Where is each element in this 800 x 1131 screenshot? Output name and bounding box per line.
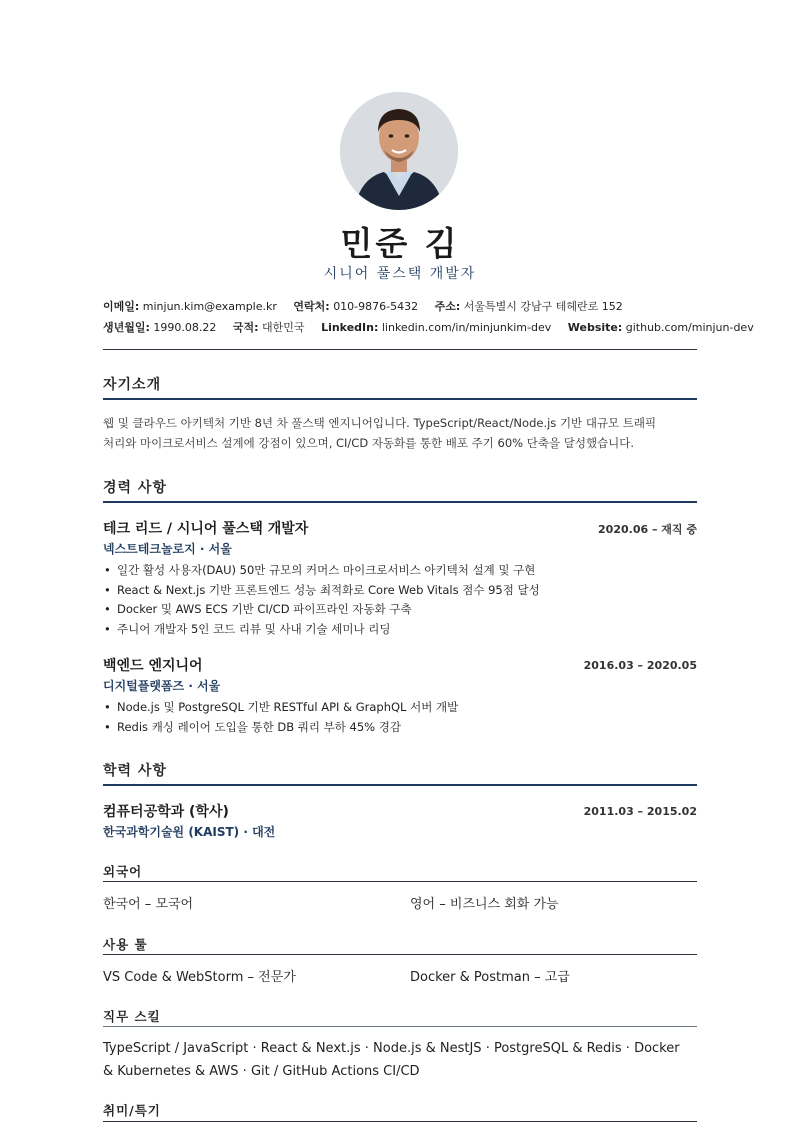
- language-item-english: 영어 – 비즈니스 회화 가능: [410, 897, 559, 912]
- linkedin-label: LinkedIn:: [321, 321, 379, 334]
- phone-label: 연락처:: [293, 300, 330, 313]
- experience-divider: [103, 501, 697, 503]
- contact-row-2: [103, 319, 767, 335]
- contact-row-1: [103, 298, 636, 314]
- school-name: 한국과학기술원 (KAIST) · 대전: [103, 825, 276, 839]
- job-company-2: 디지털플랫폼즈 · 서울: [103, 679, 221, 693]
- phone-info: [293, 300, 418, 313]
- profile-photo: [340, 92, 458, 210]
- nationality-info: [233, 321, 305, 334]
- summary-heading: 자기소개: [103, 377, 162, 393]
- job-date-1: 2020.06 – 재직 중: [598, 523, 697, 536]
- linkedin-info: [321, 321, 551, 334]
- hobbies-divider: [103, 1121, 697, 1122]
- address-value: 서울특별시 강남구 테헤란로 152: [463, 300, 623, 313]
- person-portrait-icon: [340, 92, 458, 210]
- tools-heading: 사용 툴: [103, 937, 148, 952]
- skills-heading: 직무 스킬: [103, 1009, 161, 1024]
- list-item: • Redis 캐싱 레이어 도입을 통한 DB 쿼리 부하 45% 경감: [103, 718, 697, 738]
- list-item: • Docker 및 AWS ECS 기반 CI/CD 파이프라인 자동화 구축: [103, 600, 697, 620]
- skills-line-2: & Kubernetes & AWS · Git / GitHub Actions CI/CD: [103, 1064, 420, 1079]
- birthdate-value: 1990.08.22: [153, 321, 217, 334]
- address-info: [435, 300, 623, 313]
- education-date: 2011.03 – 2015.02: [583, 805, 697, 818]
- tool-item-docker: Docker & Postman – 고급: [410, 970, 570, 985]
- job-title-1: 테크 리드 / 시니어 풀스택 개발자: [103, 521, 309, 537]
- phone-value: 010-9876-5432: [333, 300, 419, 313]
- hobbies-heading: 취미/특기: [103, 1103, 161, 1118]
- website-info: [568, 321, 754, 334]
- language-item-korean: 한국어 – 모국어: [103, 897, 194, 912]
- education-heading: 학력 사항: [103, 763, 167, 779]
- tools-divider: [103, 954, 697, 955]
- email-value: minjun.kim@example.kr: [142, 300, 277, 313]
- job-bullets-1: [103, 561, 697, 639]
- job-bullets-2: [103, 698, 697, 737]
- nationality-value: 대한민국: [262, 321, 305, 334]
- list-item: • 일간 활성 사용자(DAU) 50만 규모의 커머스 마이크로서비스 아키텍처 설계 및 구현: [103, 561, 697, 581]
- website-label: Website:: [567, 321, 623, 334]
- degree-title: 컴퓨터공학과 (학사): [103, 804, 229, 820]
- summary-line-1: 웹 및 클라우드 아키텍처 기반 8년 차 풀스택 엔지니어입니다. TypeScript/React/Node.js 기반 대규모 트래픽: [103, 416, 657, 430]
- experience-heading: 경력 사항: [103, 480, 167, 496]
- languages-heading: 외국어: [103, 864, 143, 879]
- list-item: • Node.js 및 PostgreSQL 기반 RESTful API & GraphQL 서버 개발: [103, 698, 697, 718]
- job-company-1: 넥스트테크놀로지 · 서울: [103, 542, 232, 556]
- birthdate-label: 생년월일:: [103, 321, 150, 334]
- address-label: 주소:: [434, 300, 461, 313]
- summary-divider: [103, 398, 697, 400]
- education-divider: [103, 784, 697, 786]
- job-date-2: 2016.03 – 2020.05: [583, 659, 697, 672]
- birthdate-info: [103, 321, 216, 334]
- tool-item-ide: VS Code & WebStorm – 전문가: [103, 970, 296, 985]
- header-divider: [103, 349, 697, 350]
- linkedin-value: linkedin.com/in/minjunkim-dev: [381, 321, 552, 334]
- skills-divider: [103, 1026, 697, 1027]
- email-info: [103, 300, 277, 313]
- candidate-name: 민준 김: [340, 224, 460, 263]
- list-item: • React & Next.js 기반 프론트엔드 성능 최적화로 Core Web Vitals 점수 95점 달성: [103, 581, 697, 601]
- email-label: 이메일:: [103, 300, 140, 313]
- job-title-2: 백엔드 엔지니어: [103, 658, 203, 674]
- summary-line-2: 처리와 마이크로서비스 설계에 강점이 있으며, CI/CD 자동화를 통한 배포 주기 60% 단축을 달성했습니다.: [103, 436, 635, 450]
- candidate-role: 시니어 풀스택 개발자: [323, 266, 477, 282]
- skills-text: [103, 1037, 697, 1083]
- nationality-label: 국적:: [232, 321, 259, 334]
- list-item: • 주니어 개발자 5인 코드 리뷰 및 사내 기술 세미나 리딩: [103, 620, 697, 640]
- website-value: github.com/minjun-dev: [625, 321, 754, 334]
- skills-line-1: TypeScript / JavaScript · React & Next.js · Node.js & NestJS · PostgreSQL & Redis · Docker: [103, 1041, 680, 1056]
- summary-text: [103, 413, 697, 453]
- languages-divider: [103, 881, 697, 882]
